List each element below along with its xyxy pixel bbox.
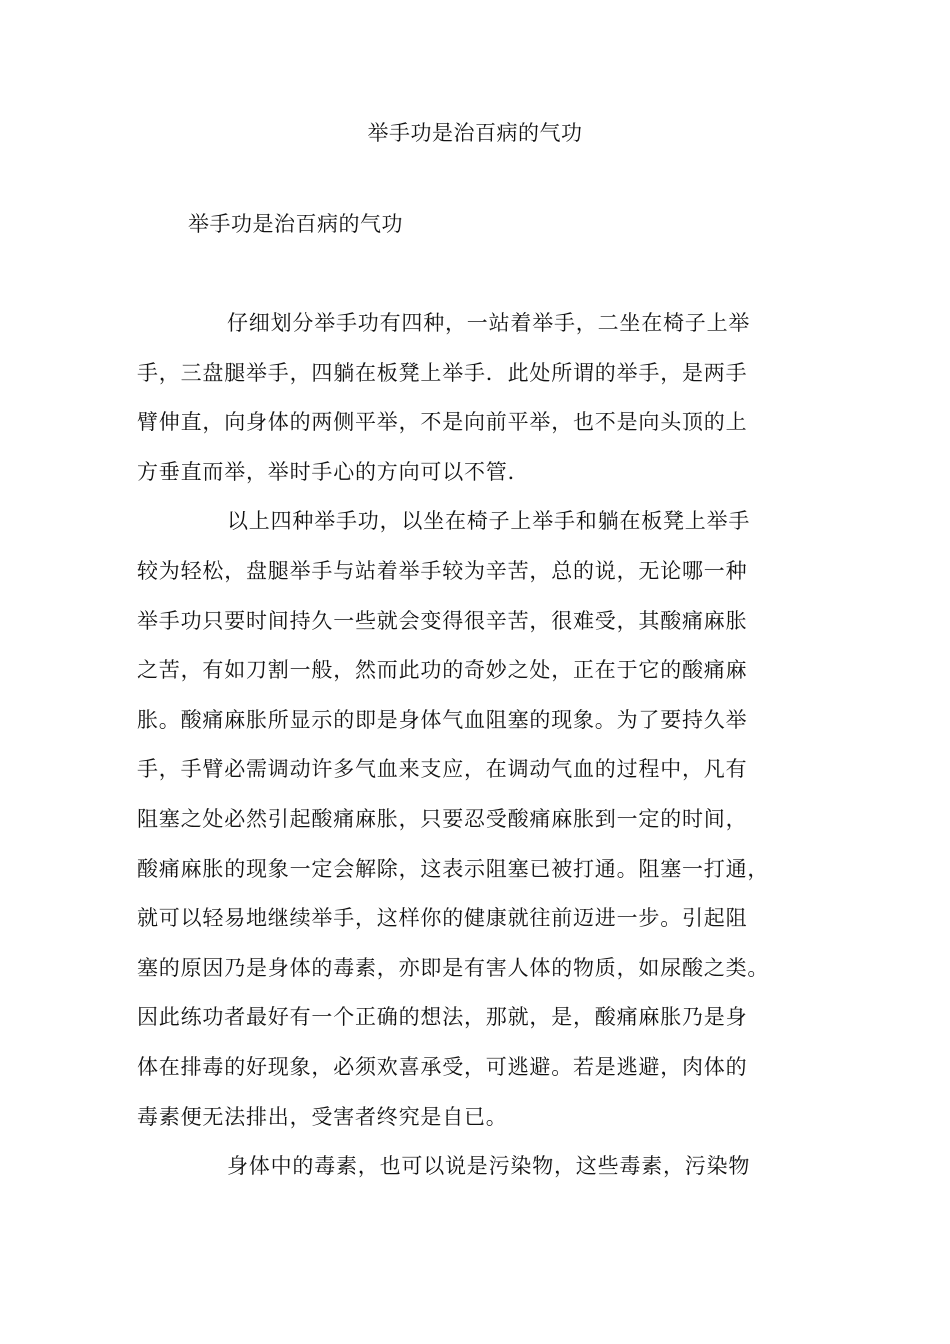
text-line: 毒素便无法排出，受害者终究是自已。	[137, 1104, 508, 1129]
text-line: 手，三盘腿举手，四躺在板凳上举手．此处所谓的举手，是两手	[137, 360, 748, 385]
text-line: 胀。酸痛麻胀所显示的即是身体气血阻塞的现象。为了要持久举	[137, 707, 748, 732]
text-line: 仔细划分举手功有四种，一站着举手，二坐在椅子上举	[227, 311, 751, 335]
document-body	[137, 303, 797, 1196]
text-line: 手，手臂必需调动许多气血来支应，在调动气血的过程中，凡有	[137, 757, 748, 782]
text-line: 就可以轻易地继续举手，这样你的健康就往前迈进一步。引起阻	[137, 906, 748, 931]
text-line: 阻塞之处必然引起酸痛麻胀，只要忍受酸痛麻胀到一定的时间，	[137, 806, 748, 831]
text-line: 举手功只要时间持久一些就会变得很辛苦，很难受，其酸痛麻胀	[137, 608, 748, 633]
document-subtitle: 举手功是治百病的气功	[188, 212, 403, 236]
text-line: 身体中的毒素，也可以说是污染物，这些毒素，污染物	[227, 1154, 751, 1179]
text-line: 酸痛麻胀的现象一定会解除，这表示阻塞已被打通。阻塞一打通，	[137, 856, 770, 881]
text-line: 体在排毒的好现象，必须欢喜承受，可逃避。若是逃避，肉体的	[137, 1054, 748, 1079]
text-line: 较为轻松，盘腿举手与站着举手较为辛苦，总的说，无论哪一种	[137, 558, 748, 583]
text-line: 臂伸直，向身体的两侧平举，不是向前平举，也不是向头顶的上	[137, 410, 748, 435]
text-line: 塞的原因乃是身体的毒素，亦即是有害人体的物质，如尿酸之类。	[137, 955, 770, 980]
text-line: 以上四种举手功，以坐在椅子上举手和躺在板凳上举手	[227, 509, 751, 534]
text-line: 之苦，有如刀割一般，然而此功的奇妙之处，正在于它的酸痛麻	[137, 658, 748, 683]
text-line: 因此练功者最好有一个正确的想法，那就，是，酸痛麻胀乃是身	[137, 1005, 748, 1030]
document-title: 举手功是治百病的气功	[367, 121, 583, 145]
text-line: 方垂直而举，举时手心的方向可以不管．	[137, 459, 530, 484]
